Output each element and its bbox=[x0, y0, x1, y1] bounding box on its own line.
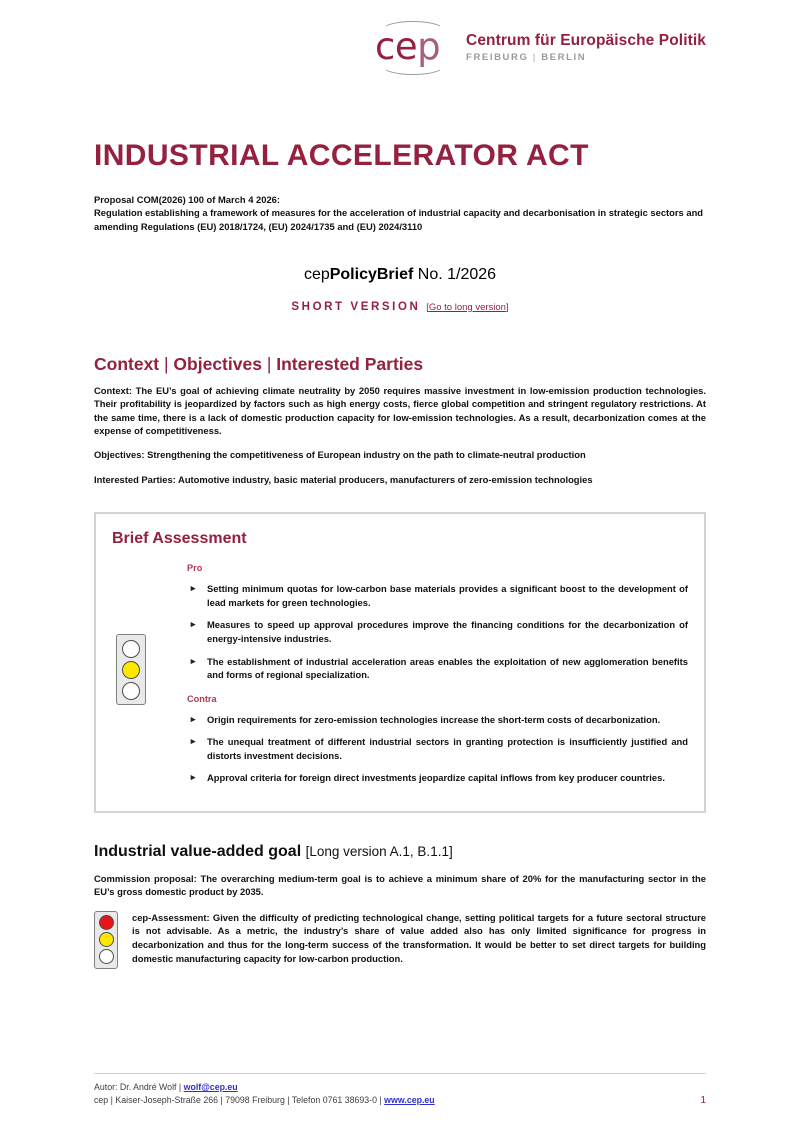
author-email-link[interactable]: wolf@cep.eu bbox=[183, 1082, 238, 1092]
list-item bbox=[187, 713, 688, 727]
context-section-heading bbox=[94, 353, 706, 375]
traffic-light-yellow-icon bbox=[116, 634, 146, 705]
page-title: INDUSTRIAL ACCELERATOR ACT bbox=[94, 139, 589, 172]
list-item-text: Measures to speed up approval procedures improve the financing conditions for the decarbonization of energy-intensive industries. bbox=[207, 619, 688, 644]
list-item bbox=[187, 771, 688, 785]
list-item bbox=[187, 655, 688, 682]
objectives-paragraph: Objectives: Strengthening the competitiveness of European industry on the path to climate-neutral production bbox=[94, 449, 586, 461]
heading-objectives: Objectives bbox=[173, 353, 262, 374]
contra-label: Contra bbox=[187, 693, 217, 704]
organisation-cities bbox=[466, 51, 706, 65]
regulation-description: Regulation establishing a framework of measures for the acceleration of industrial capacity and decarbonisation in strategic sectors and amending Regulations (EU) 2018/1724, (EU) 2024/1735 and (EU) 2024/3110 bbox=[94, 207, 704, 232]
logo-text-block bbox=[466, 31, 706, 65]
list-item-text: Approval criteria for foreign direct investments jeopardize capital inflows from key producer countries. bbox=[207, 772, 665, 784]
lamp-top-red bbox=[99, 915, 114, 930]
lamp-middle-yellow bbox=[122, 661, 140, 679]
brief-assessment-title: Brief Assessment bbox=[112, 530, 247, 548]
footer-author: Autor: Dr. André Wolf | bbox=[94, 1082, 184, 1092]
pro-label: Pro bbox=[187, 563, 203, 574]
brief-assessment-box bbox=[94, 512, 706, 813]
footer-author-row bbox=[94, 1081, 706, 1094]
commission-proposal-paragraph: Commission proposal: The overarching medium-term goal is to achieve a minimum share of 20% for the manufacturing sector in the EU’s gross domestic product by 2035. bbox=[94, 873, 706, 898]
brief-prefix: cep bbox=[303, 265, 330, 283]
list-item-text: The unequal treatment of different industrial sectors in granting protection is insufficiently justified and distorts investment decisions. bbox=[207, 736, 688, 761]
city-freiburg: FREIBURG bbox=[466, 52, 529, 63]
value-added-heading bbox=[94, 841, 706, 863]
lamp-top-off bbox=[122, 640, 140, 658]
city-separator: | bbox=[528, 52, 542, 63]
version-indicator bbox=[94, 301, 706, 313]
cep-logo[interactable] bbox=[372, 22, 706, 74]
page-footer bbox=[94, 1073, 706, 1107]
list-item-text: The establishment of industrial acceleration areas enables the exploitation of new agglomeration benefits and forms of regional specialization. bbox=[207, 655, 688, 681]
list-item bbox=[187, 618, 688, 645]
heading-interested-parties: Interested Parties bbox=[276, 353, 424, 374]
arrow-bullet-icon: ► bbox=[189, 655, 198, 666]
page-header bbox=[94, 0, 706, 84]
footer-address-row bbox=[94, 1094, 706, 1108]
long-version-link[interactable]: [Go to long version] bbox=[426, 301, 509, 313]
city-berlin: BERLIN bbox=[541, 52, 587, 63]
heading-context: Context bbox=[94, 353, 160, 374]
logo-wordmark: cep bbox=[375, 25, 441, 68]
list-item-text: Origin requirements for zero-emission technologies increase the short-term costs of decarbonization. bbox=[207, 713, 661, 725]
contra-list bbox=[187, 713, 688, 785]
value-added-heading-reference: [Long version A.1, B.1.1] bbox=[305, 844, 453, 860]
arrow-bullet-icon: ► bbox=[189, 619, 198, 630]
footer-address: cep | Kaiser-Joseph-Straße 266 | 79098 Freiburg | Telefon 0761 38693-0 | bbox=[94, 1094, 385, 1105]
version-label: SHORT VERSION bbox=[291, 300, 421, 313]
list-item bbox=[187, 582, 688, 609]
lamp-middle-yellow bbox=[99, 932, 114, 947]
heading-separator-1: | bbox=[159, 353, 174, 374]
list-item bbox=[187, 735, 688, 762]
cep-logomark-icon bbox=[372, 22, 452, 74]
heading-separator-2: | bbox=[261, 353, 277, 374]
context-paragraph: Context: The EU’s goal of achieving climate neutrality by 2050 requires massive investment in low-emission production technologies. Their profitability is jeopardized by factors such as high energy costs, fierce global competition and stringent regulatory restrictions. At the same time, there is a lack of domestic production capacity for low-emission technologies. As a result, decarbonization comes at the expense of competitiveness. bbox=[94, 384, 706, 436]
page-number: 1 bbox=[700, 1094, 706, 1106]
pro-list bbox=[187, 582, 688, 682]
cep-assessment-row bbox=[94, 911, 706, 969]
list-item-text: Setting minimum quotas for low-carbon base materials provides a significant boost to the development of lead markets for green technologies. bbox=[207, 583, 688, 608]
arrow-bullet-icon: ► bbox=[189, 713, 198, 724]
footer-address-block bbox=[94, 1094, 435, 1107]
lamp-bottom-off bbox=[122, 682, 140, 700]
lamp-bottom-off bbox=[99, 949, 114, 964]
interested-parties-paragraph: Interested Parties: Automotive industry, basic material producers, manufacturers of zero-emission technologies bbox=[94, 473, 593, 485]
organisation-name: Centrum für Europäische Politik bbox=[466, 32, 706, 49]
traffic-light-red-yellow-icon bbox=[94, 911, 118, 969]
value-added-heading-text: Industrial value-added goal bbox=[94, 843, 302, 861]
brief-bold-label: PolicyBrief bbox=[329, 265, 414, 283]
arrow-bullet-icon: ► bbox=[189, 583, 198, 594]
proposal-reference: Proposal COM(2026) 100 of March 4 2026: bbox=[94, 194, 281, 206]
arrow-bullet-icon: ► bbox=[189, 772, 198, 783]
assessment-content bbox=[187, 562, 688, 785]
website-link[interactable]: www.cep.eu bbox=[384, 1094, 435, 1105]
policy-brief-number bbox=[94, 265, 706, 285]
cep-assessment-paragraph: cep-Assessment: Given the difficulty of predicting technological change, setting political targets for a future sectoral structure is not advisable. As a metric, the industry’s share of value added also has only limited significance for progress in decarbonization and thus for the long-term success of the transformation. It would be better to set direct targets for building domestic manufacturing capacity for low-carbon production. bbox=[132, 911, 706, 964]
brief-number: No. 1/2026 bbox=[413, 265, 497, 283]
arrow-bullet-icon: ► bbox=[189, 736, 198, 747]
document-subtitle bbox=[94, 193, 706, 233]
